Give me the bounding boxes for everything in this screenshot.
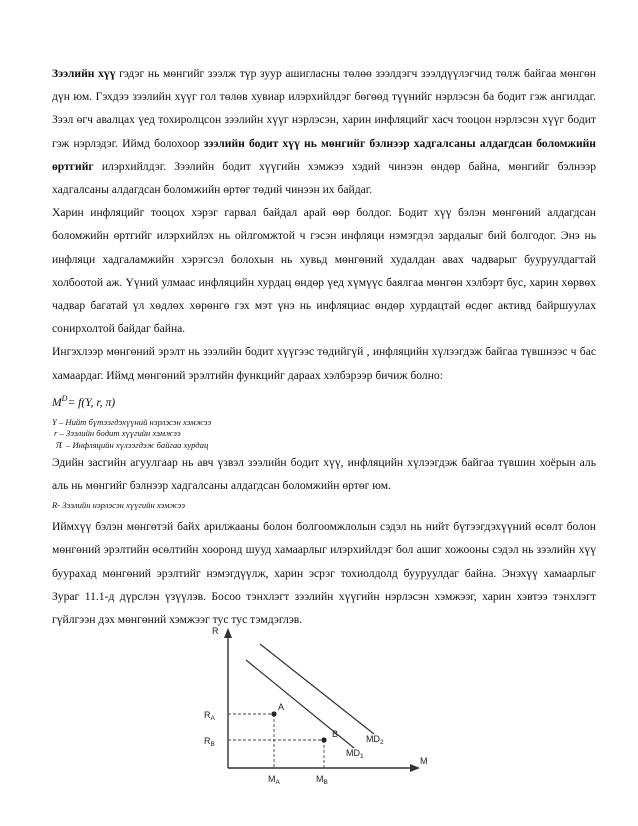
rb-label: $R_B$ — [204, 736, 215, 748]
paragraph-interest-definition: Зээлийн хүү гэдэг нь мөнгийг зээлж түр зуур ашигласны төлөө зээлдэгч зээлдүүлэгчид төлж байгаа мөнгөн дүн юм. Гэхдээ зээлийн хүүг гол төлөв хувиар илэрхийлдэг бөгөөд түүнийг нэрлэсэн ба бодит гэж ангилдаг. Зээл өгч авалцах үед тохиролцсон зээлийн хүүг нэрлэсэн, харин инфляцийг хасч тооцон нэрлэсэн хүүг бодит гэж нэрлэдэг. Иймд болохоор зээлийн бодит хүү нь мөнгийг бэлнээр хадгалсаны алдагдсан боломжийн өртгийг илэрхийлдэг. Зээлийн бодит хүүгийн хэмжээ хэдий чинээн өндөр байна, мөнгийг бэлнээр хадгалсаны алдагдсан боломжийн өртөг төдий чинээн их байдаг. — [52, 67, 597, 197]
point-b-label: B — [332, 729, 339, 739]
definition-r: r – Зээлийн бодит хүүгийн хэмжээ — [54, 427, 181, 438]
paragraph-figure-description: Иймхүү бэлэн мөнгөтэй байх арилжааны болон болгоомжлолын сэдэл нь нийт бүтээгдэхүүний өсөлт болон мөнгөний эрэлтийн өсөлтийн хооронд шууд хамаарлыг илэрхийлдэг бол ашиг хожооны сэдэл нь зээлийн хүү буурахад мөнгөний эрэлтийг нэмэгдүүлж, харин эсрэг тохиолдолд бууруулдаг байна. Энэхүү хамаарлыг Зураг 11.1-д дүрслэн үзүүлэв. Босоо тэнхлэгт зээлийн хүүгийн нэрлэсэн хэмжээг, харин хэвтээ тэнхлэгт гүйлгээн дэх мөнгөний хэмжээг тус тус тэмдэглэв. — [52, 520, 596, 626]
y-axis-arrow — [224, 628, 232, 638]
md1-label: $MD_1$ — [346, 748, 364, 760]
ra-label: $R_A$ — [204, 710, 215, 722]
md2-curve — [260, 644, 374, 734]
definition-y: Y – Нийт бүтээгдэхүүний нэрлэсэн хэмжээ — [52, 416, 212, 427]
axis-x-label: M — [420, 756, 428, 766]
note-nominal-rate: R- Зээлийн нэрлэсэн хүүгийн хэмжээ — [52, 500, 186, 511]
ma-label: $M_A$ — [268, 774, 280, 786]
pi-symbol: π — [56, 436, 63, 451]
paragraph-money-demand: Ингэхлээр мөнгөний эрэлт нь зээлийн бодит хүүгээс төдийгүй , инфляцийн хүлээгдэж байгаа түвшнээс ч бас хамаардаг. Иймд мөнгөний эрэлтийн функцийг дараах хэлбэрээр бичиж болно: — [52, 345, 596, 382]
term-real-interest: зээлийн бодит хүү нь мөнгийг бэлнээр хадгалсаны алдагдсан боломжийн өртгийг — [52, 136, 596, 173]
money-demand-equation: $M^D= f(Y$, r, π) — [52, 393, 116, 409]
point-a-marker — [271, 711, 276, 716]
point-b-marker — [321, 737, 326, 742]
paragraph-inflation: Харин инфляцийг тооцох хэрэг гарвал байдал арай өөр болдог. Бодит хүү бэлэн мөнгөний алдагдсан боломжийн өртгийг илэрхийлэх нь ойлгомжтой ч гэсэн инфляци нэмэгдэл зардалыг бий болгодог. Энэ нь инфляци хадгаламжийн хэрэгсэл болохын нь хувьд мөнгөний худалдан авах чадварыг бууруулдагтай холбоотой аж. Үүний улмаас инфляцийн хурдац өндөр үед хүмүүс баялгаа мөнгөн хэлбэрт бус, харин хөрвөх чадвар багатай үл хөдлөх хөрөнгө гэх мэт үнэ нь инфляциас өндөр хурдацтай өсдөг активд байршуулах сонирхолтой байдаг байна. — [52, 206, 596, 336]
point-a-label: A — [278, 702, 285, 712]
x-axis-arrow — [410, 764, 420, 772]
document-page — [52, 62, 596, 631]
term-interest-rate: Зээлийн хүү — [52, 67, 116, 80]
md2-label: $MD_2$ — [366, 734, 384, 746]
axis-y-label: R — [212, 626, 219, 636]
mb-label: $M_B$ — [316, 774, 328, 786]
paragraph-economic-meaning: Эдийн засгийн агуулгаар нь авч үзвэл зээлийн бодит хүү, инфляцийн хүлээгдэж байгаа түвшин хоёрын аль аль нь мөнгийг бэлнээр хадгалсаны алдагдсан боломжийн өртөг юм. — [52, 455, 596, 492]
definition-pi: π – Инфляцийн хүлээгдэж байгаа хурдац — [56, 436, 209, 451]
money-demand-chart — [196, 622, 438, 818]
